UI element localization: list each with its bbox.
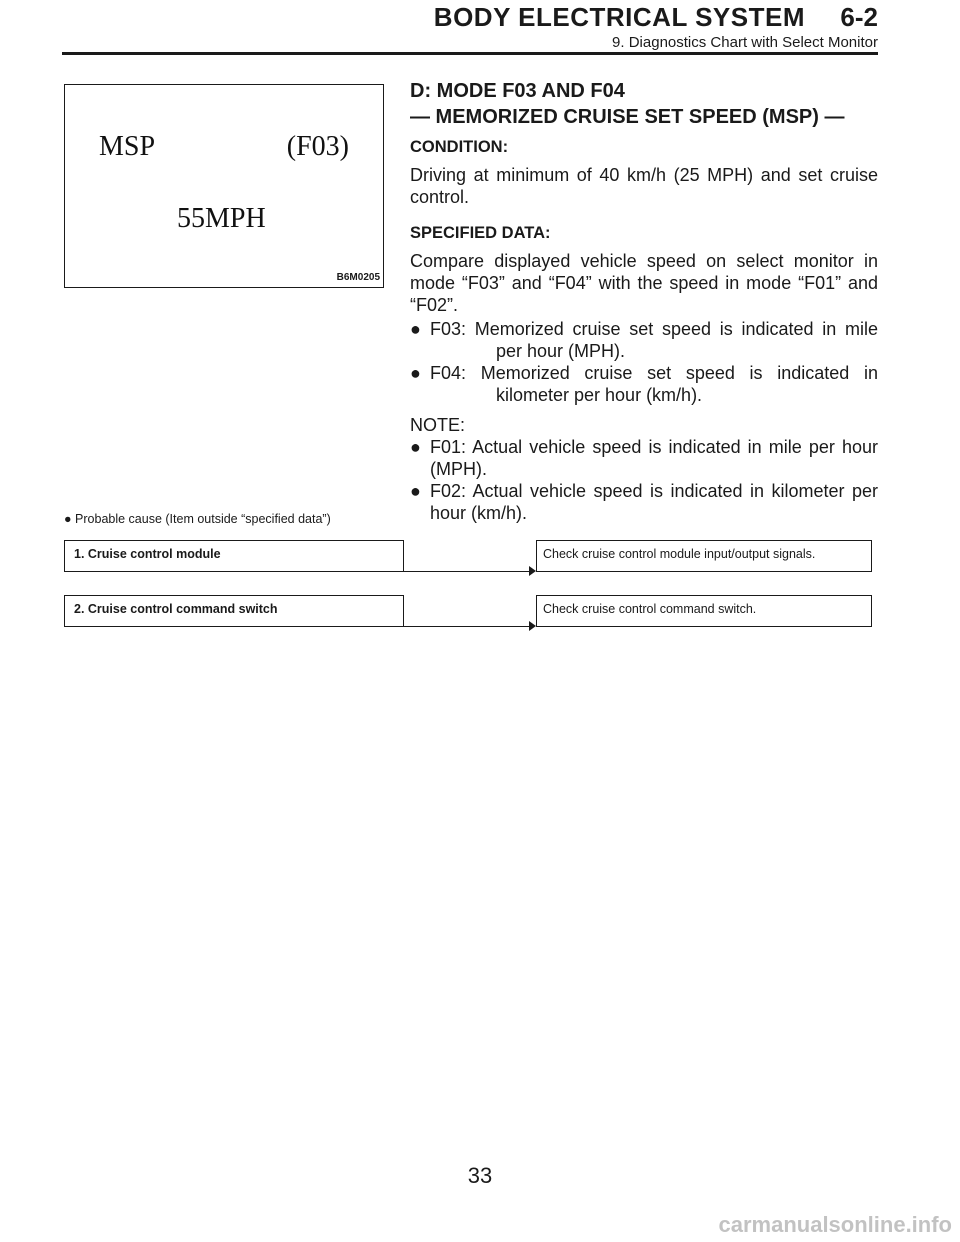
action-box: Check cruise control module input/output signals. bbox=[536, 540, 872, 572]
note-item bbox=[410, 480, 878, 524]
bullet-icon: ● bbox=[410, 319, 421, 339]
bullet-icon: ● bbox=[410, 481, 421, 501]
watermark: carmanualsonline.info bbox=[718, 1212, 952, 1237]
bullet-icon: ● bbox=[64, 512, 72, 526]
specified-data-text: Compare displayed vehicle speed on select monitor in mode “F03” and “F04” with the speed in mode “F01” and “F02”. bbox=[410, 251, 878, 315]
page-header-title: BODY ELECTRICAL SYSTEM bbox=[433, 2, 805, 32]
page-header-subtitle: 9. Diagnostics Chart with Select Monitor bbox=[612, 34, 878, 51]
connector-line bbox=[404, 571, 530, 572]
select-monitor-display-figure bbox=[64, 84, 384, 288]
list-item bbox=[410, 362, 878, 406]
probable-cause-text: Probable cause (Item outside “specified data”) bbox=[75, 512, 331, 526]
list-item-text: F04: Memorized cruise set speed is indicated in kilometer per hour (km/h). bbox=[430, 363, 878, 405]
note-item-text: F01: Actual vehicle speed is indicated in mile per hour (MPH). bbox=[430, 437, 878, 479]
connector-line bbox=[404, 626, 530, 627]
list-item-text: F03: Memorized cruise set speed is indicated in mile per hour (MPH). bbox=[430, 319, 878, 361]
mode-description bbox=[410, 78, 878, 524]
section-subheading: — MEMORIZED CRUISE SET SPEED (MSP) — bbox=[410, 106, 845, 128]
probable-cause-caption bbox=[64, 512, 331, 526]
condition-label: CONDITION: bbox=[410, 138, 509, 156]
note-item-text: F02: Actual vehicle speed is indicated in kilometer per hour (km/h). bbox=[430, 481, 878, 523]
arrow-right-icon bbox=[529, 566, 536, 576]
header-rule bbox=[62, 52, 878, 55]
display-mode-label: MSP bbox=[99, 131, 156, 162]
specified-data-label: SPECIFIED DATA: bbox=[410, 224, 551, 242]
note-label: NOTE: bbox=[410, 415, 466, 435]
action-box: Check cruise control command switch. bbox=[536, 595, 872, 627]
cause-box: 1. Cruise control module bbox=[64, 540, 404, 572]
display-mode-code: (F03) bbox=[286, 131, 349, 162]
bullet-icon: ● bbox=[410, 437, 421, 457]
section-heading: D: MODE F03 AND F04 bbox=[410, 80, 625, 102]
note-item bbox=[410, 436, 878, 480]
display-speed-value: 55MPH bbox=[177, 203, 266, 234]
section-number: 6-2 bbox=[840, 2, 878, 32]
list-item bbox=[410, 318, 878, 362]
arrow-right-icon bbox=[529, 621, 536, 631]
cause-box: 2. Cruise control command switch bbox=[64, 595, 404, 627]
flow-row bbox=[64, 540, 872, 572]
condition-text: Driving at minimum of 40 km/h (25 MPH) and set cruise control. bbox=[410, 165, 878, 207]
page-number: 33 bbox=[467, 1163, 493, 1188]
flow-row bbox=[64, 595, 872, 627]
bullet-icon: ● bbox=[410, 363, 421, 383]
figure-id: B6M0205 bbox=[336, 272, 380, 283]
